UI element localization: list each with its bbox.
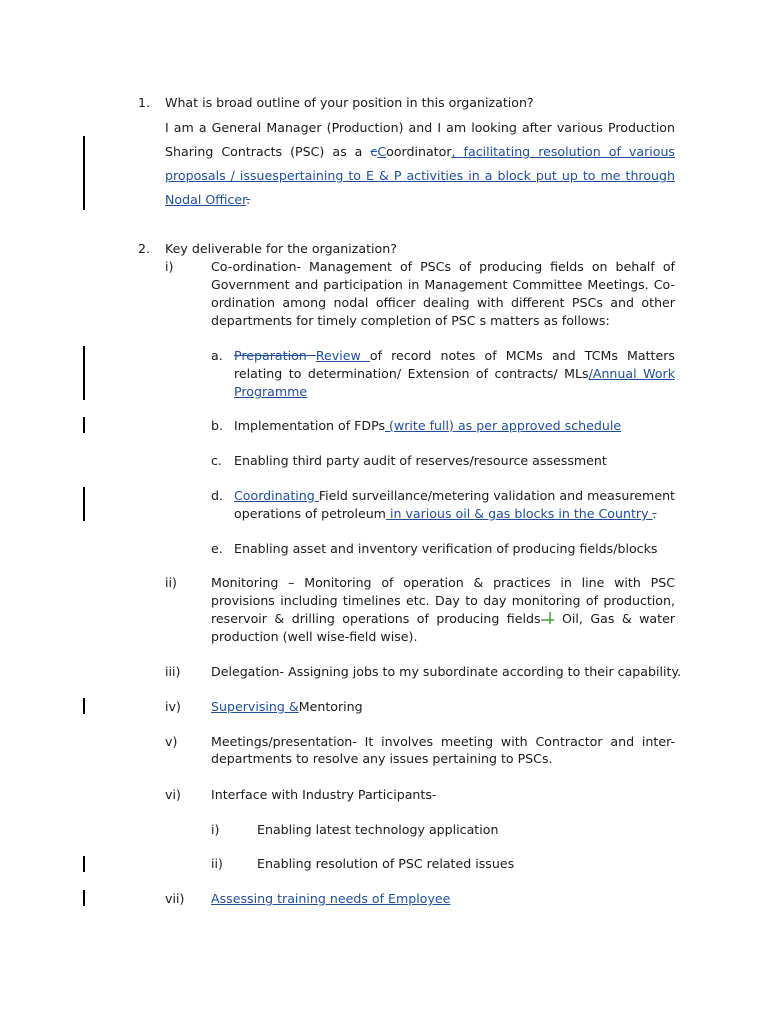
change-bar (83, 417, 85, 433)
item-a-line-3: Programme (234, 384, 308, 399)
item-a-line-1 (234, 347, 675, 365)
q1-question: What is broad outline of your position in this organization? (165, 95, 534, 110)
roman-v-line-2: departments to resolve any issues pertaining to PSCs. (211, 751, 553, 766)
item-d-letter: d. (211, 488, 223, 503)
item-d-text-2: operations of petroleum (234, 506, 386, 521)
item-a-text-2: relating to determination/ Extension of contracts/ MLs (234, 366, 589, 381)
deleted-text: c (370, 144, 378, 159)
roman-iv-number: iv) (165, 699, 181, 714)
roman-ii-line-1: Monitoring – Monitoring of operation & practices in line with PSC (211, 575, 675, 590)
item-a-text: of record notes of MCMs and TCMs Matters (369, 348, 675, 363)
roman-vi-text: Interface with Industry Participants- (211, 787, 437, 802)
change-bar (83, 487, 85, 521)
item-b-letter: b. (211, 418, 223, 433)
roman-vi-sub1-text: Enabling latest technology application (257, 822, 499, 837)
item-d-line-2 (234, 505, 657, 523)
change-bar (83, 856, 85, 872)
q1-line2-text: Sharing Contracts (PSC) as a (165, 144, 371, 159)
roman-iv-text: Mentoring (298, 699, 363, 714)
inserted-text: Coordinating (234, 488, 319, 503)
inserted-text: Supervising & (211, 699, 299, 714)
deleted-text: . (246, 192, 251, 207)
item-c-letter: c. (211, 453, 222, 468)
q1-answer-line-2 (165, 143, 675, 161)
roman-vi-sub2-text: Enabling resolution of PSC related issues (257, 856, 515, 871)
q1-number: 1. (138, 95, 151, 110)
roman-ii-text-3a: reservoir & drilling operations of producing fields (211, 611, 541, 626)
roman-i-number: i) (165, 259, 174, 274)
inserted-text: /Annual Work (588, 366, 675, 381)
roman-iv-line (211, 698, 363, 716)
inserted-text: Nodal Officer (165, 192, 247, 207)
change-bar (83, 136, 85, 210)
deleted-text: Preparation (234, 348, 316, 363)
comment-marker-icon[interactable] (541, 611, 555, 625)
item-b-text: Implementation of FDPs (234, 418, 386, 433)
roman-ii-text-3b: Oil, Gas & water (554, 611, 675, 626)
item-d-text: Field surveillance/metering validation and measurement (318, 488, 675, 503)
item-a-letter: a. (211, 348, 223, 363)
roman-v-line-1: Meetings/presentation- It involves meeting with Contractor and inter- (211, 734, 675, 749)
inserted-text: , facilitating resolution of various (451, 144, 675, 159)
item-b-line (234, 417, 621, 435)
deleted-text: . (652, 506, 657, 521)
change-bar (83, 698, 85, 714)
roman-ii-number: ii) (165, 575, 177, 590)
roman-i-line-1: Co-ordination- Management of PSCs of producing fields on behalf of (211, 259, 675, 274)
inserted-text: Review (315, 348, 370, 363)
roman-iii-number: iii) (165, 664, 181, 679)
roman-v-number: v) (165, 734, 178, 749)
roman-i-line-4: departments for timely completion of PSC s matters as follows: (211, 313, 610, 328)
roman-i-line-2: Government and participation in Management Committee Meetings. Co- (211, 277, 675, 292)
item-a-line-2 (234, 365, 675, 383)
inserted-text: C (377, 144, 387, 159)
change-bar (83, 890, 85, 906)
change-bar (83, 346, 85, 400)
roman-ii-line-4: production (well wise-field wise). (211, 629, 418, 644)
inserted-text: (write full) as per approved schedule (385, 418, 622, 433)
roman-vii-number: vii) (165, 891, 185, 906)
roman-ii-line-3 (211, 610, 675, 628)
q1-answer-line-4 (165, 191, 250, 209)
roman-vi-number: vi) (165, 787, 181, 802)
q1-answer-line-1: I am a General Manager (Production) and I am looking after various Production (165, 120, 675, 135)
q1-line2-text-b: oordinator (386, 144, 452, 159)
roman-vi-sub1-number: i) (211, 822, 220, 837)
item-e-text: Enabling asset and inventory verification of producing fields/blocks (234, 541, 658, 556)
roman-iii-text: Delegation- Assigning jobs to my subordinate according to their capability. (211, 664, 682, 679)
roman-vii-text: Assessing training needs of Employee (211, 891, 451, 906)
item-e-letter: e. (211, 541, 223, 556)
roman-vi-sub2-number: ii) (211, 856, 223, 871)
roman-ii-line-2: provisions including timelines etc. Day to day monitoring of production, (211, 593, 675, 608)
q2-question: Key deliverable for the organization? (165, 241, 397, 256)
item-c-text: Enabling third party audit of reserves/resource assessment (234, 453, 607, 468)
inserted-text: in various oil & gas blocks in the Country (385, 506, 653, 521)
item-d-line-1 (234, 487, 675, 505)
roman-i-line-3: ordination among nodal officer dealing with different PSCs and other (211, 295, 675, 310)
q1-answer-line-3: proposals / issuespertaining to E & P activities in a block put up to me through (165, 168, 675, 183)
q2-number: 2. (138, 241, 151, 256)
